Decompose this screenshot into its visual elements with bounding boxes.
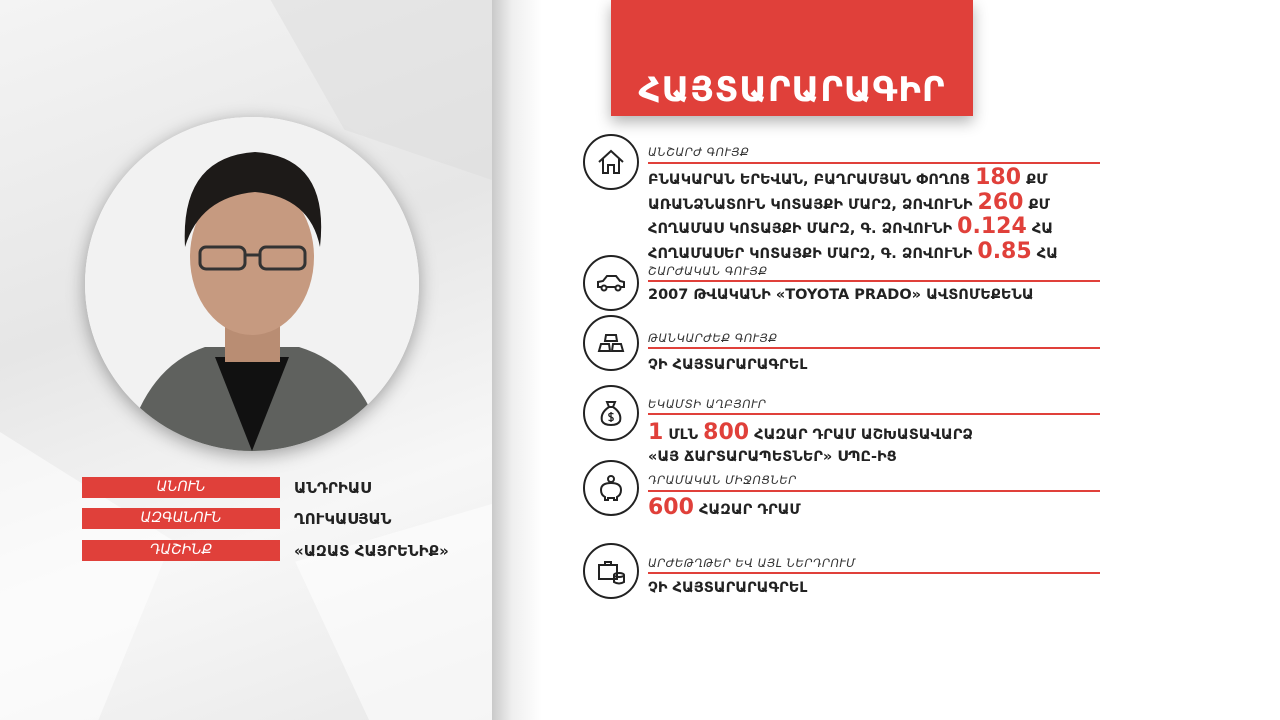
gold-bars-icon	[583, 315, 639, 371]
section-value: 2007 ԹՎԱԿԱՆԻ «TOYOTA PRADO» ԱՎՏՈՄԵՔԵՆԱ	[648, 287, 1034, 303]
first-name-value: ԱՆԴՐԻԱՍ	[294, 478, 372, 497]
first-name-label: ԱՆՈՒՆ	[82, 477, 280, 498]
surname-label: ԱԶԳԱՆՈՒՆ	[82, 508, 280, 529]
income-text	[648, 422, 973, 468]
section-label: ԹԱՆԿԱՐԺԵՔ ԳՈՒՅՔ	[648, 331, 778, 345]
briefcase-coins-icon	[583, 543, 639, 599]
title-banner	[611, 0, 973, 116]
money-bag-icon	[583, 385, 639, 441]
income-line: 1 ՄԼՆ 800 ՀԱԶԱՐ ԴՐԱՄ ԱՇԽԱՏԱՎԱՐՁ	[648, 420, 973, 445]
property-line: ԱՌԱՆՁՆԱՏՈՒՆ ԿՈՏԱՅՔԻ ՄԱՐԶ, ՁՈՎՈՒՆԻ 260 ՔՄ	[648, 189, 1050, 215]
name-row	[82, 477, 371, 498]
divider-line	[648, 490, 1100, 492]
cash-text: 600 ՀԱԶԱՐ ԴՐԱՄ	[648, 495, 801, 520]
page-title: ՀԱՅՏԱՐԱՐԱԳԻՐ	[638, 70, 946, 110]
divider-line	[648, 280, 1100, 282]
surname-value: ՂՈՒԿԱՍՅԱՆ	[294, 509, 392, 528]
section-label: ԵԿԱՄՏԻ ԱՂԲՅՈՒՐ	[648, 397, 767, 411]
piggy-bank-icon	[583, 460, 639, 516]
section-label: ԱՐԺԵԹՂԹԵՐ ԵՎ ԱՅԼ ՆԵՐԴՐՈՒՄ	[648, 556, 856, 570]
section-value: ՉԻ ՀԱՅՏԱՐԱՐԱԳՐԵԼ	[648, 357, 808, 373]
party-row	[82, 540, 449, 561]
divider-line	[648, 347, 1100, 349]
house-icon	[583, 134, 639, 190]
property-line: ՀՈՂԱՄԱՍԵՐ ԿՈՏԱՅՔԻ ՄԱՐԶ, Գ. ՁՈՎՈՒՆԻ 0.85 ՀԱ	[648, 238, 1058, 264]
section-label: ԴՐԱՄԱԿԱՆ ՄԻՋՈՑՆԵՐ	[648, 473, 797, 487]
car-icon	[583, 255, 639, 311]
party-label: ԴԱՇԻՆՔ	[82, 540, 280, 561]
surname-row	[82, 508, 391, 529]
panel-divider	[492, 0, 542, 720]
property-line: ՀՈՂԱՄԱՍ ԿՈՏԱՅՔԻ ՄԱՐԶ, Գ. ՁՈՎՈՒՆԻ 0.124 ՀԱ	[648, 214, 1054, 239]
party-value: «ԱԶԱՏ ՀԱՅՐԵՆԻՔ»	[294, 541, 449, 560]
divider-line	[648, 572, 1100, 574]
section-label: ԱՆՇԱՐԺ ԳՈՒՅՔ	[648, 145, 750, 159]
section-label: ՇԱՐԺԱԿԱՆ ԳՈՒՅՔ	[648, 264, 768, 278]
property-line: ԲՆԱԿԱՐԱՆ ԵՐԵՎԱՆ, ԲԱՂՐԱՄՅԱՆ ՓՈՂՈՑ 180 ՔՄ	[648, 165, 1048, 190]
profile-photo	[85, 117, 419, 451]
income-source: «ԱՅ ՃԱՐՏԱՐԱՊԵՏՆԵՐ» ՍՊԸ-ԻՑ	[648, 448, 897, 465]
section-value: ՉԻ ՀԱՅՏԱՐԱՐԱԳՐԵԼ	[648, 580, 808, 596]
divider-line	[648, 413, 1100, 415]
property-list	[648, 167, 1058, 265]
divider-line	[648, 162, 1100, 164]
